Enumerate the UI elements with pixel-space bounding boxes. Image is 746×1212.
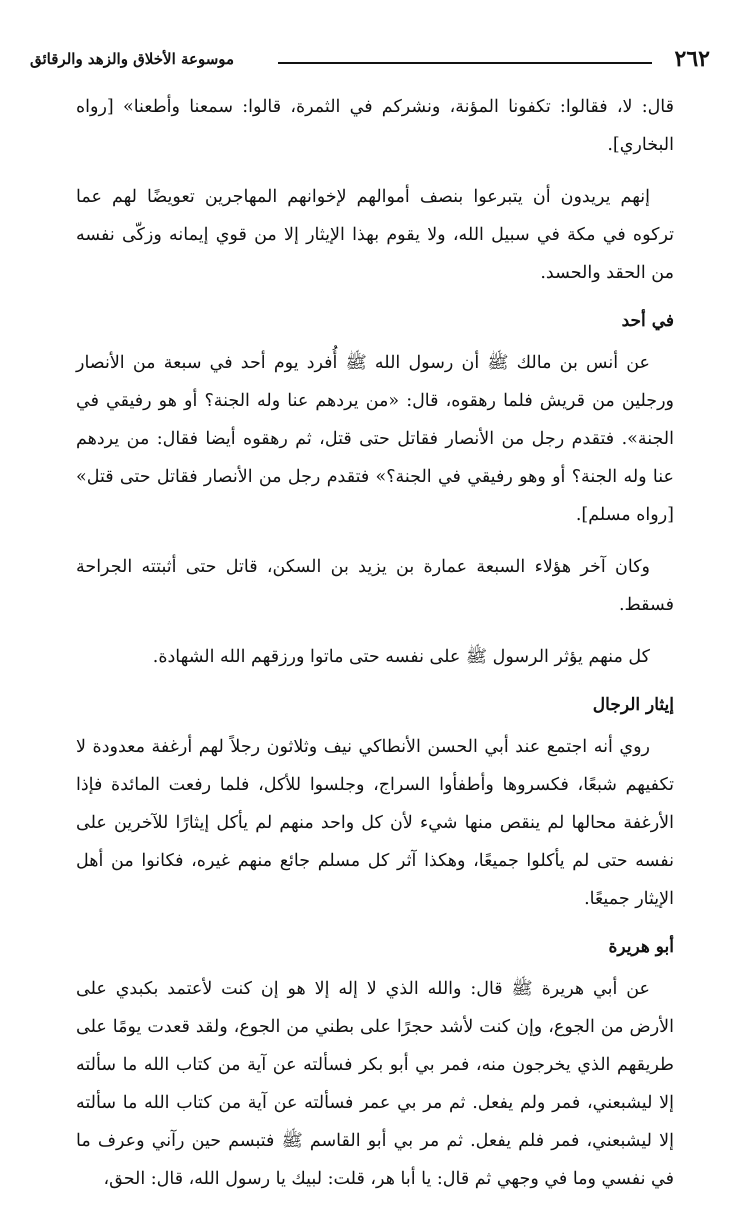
paragraph: روي أنه اجتمع عند أبي الحسن الأنطاكي نيف وثلاثون رجلاً لهم أرغفة معدودة لا تكفيهم شبعًا، فكسروها وأطفأوا السراج، وجلسوا للأكل، فلما رفعت المائدة فإذا الأرغفة محالها لم ينقص منها شيء لأن كل واحد منهم لم يأكل إيثارًا للآخرين على نفسه حتى لم يأكلوا جميعًا، وهكذا آثر كل مسلم جائع منهم غيره، فكانوا من أهل الإيثار جميعًا. xyxy=(76,737,674,909)
running-header xyxy=(30,42,710,76)
header-rule xyxy=(278,62,652,64)
book-title: موسوعة الأخلاق والزهد والرقائق xyxy=(30,50,235,68)
section-heading: أبو هريرة xyxy=(608,937,674,957)
paragraph: إنهم يريدون أن يتبرعوا بنصف أموالهم لإخوانهم المهاجرين تعويضًا لهم عما تركوه في مكة في سبيل الله، ولا يقوم بهذا الإيثار إلا من قوي إيمانه وزكّى نفسه من الحقد والحسد. xyxy=(76,187,674,283)
section-heading: إيثار الرجال xyxy=(592,695,674,715)
page-number: ٢٦٢ xyxy=(674,46,710,72)
paragraph: وكان آخر هؤلاء السبعة عمارة بن يزيد بن السكن، قاتل حتى أثبتته الجراحة فسقط. xyxy=(76,557,674,615)
paragraph: عن أنس بن مالك ﷺ أن رسول الله ﷺ أُفرد يوم أحد في سبعة من الأنصار ورجلين من قريش فلما رهقوه، قال: «من يردهم عنا وله الجنة؟ أو هو رفيقي في الجنة». فتقدم رجل من الأنصار فقاتل حتى قتل، ثم رهقوه أيضا فقال: من يردهم عنا وله الجنة؟ أو وهو رفيقي في الجنة؟» فتقدم رجل من الأنصار فقاتل حتى قتل» [رواه مسلم]. xyxy=(76,353,674,525)
section-heading: في أحد xyxy=(621,311,674,331)
paragraph: كل منهم يؤثر الرسول ﷺ على نفسه حتى ماتوا ورزقهم الله الشهادة. xyxy=(152,647,650,667)
paragraph: عن أبي هريرة ﷺ قال: والله الذي لا إله إلا هو إن كنت لأعتمد بكبدي على الأرض من الجوع، وإن كنت لأشد حجرًا على بطني من الجوع، ولقد قعدت يومًا على طريقهم الذي يخرجون منه، فمر بي أبو بكر فسألته عن آية من كتاب الله ما سألته إلا ليشبعني، فمر ولم يفعل. ثم مر بي عمر فسألته عن آية من كتاب الله ما سألته إلا ليشبعني، فمر فلم يفعل. ثم مر بي أبو القاسم ﷺ فتبسم حين رآني وعرف ما في نفسي وما في وجهي ثم قال: يا أبا هر، قلت: لبيك يا رسول الله، قال: الحق، xyxy=(76,979,674,1189)
page-body xyxy=(76,88,674,1212)
paragraph: قال: لا، فقالوا: تكفونا المؤنة، ونشركم في الثمرة، قالوا: سمعنا وأطعنا» [رواه البخاري]. xyxy=(76,97,674,155)
